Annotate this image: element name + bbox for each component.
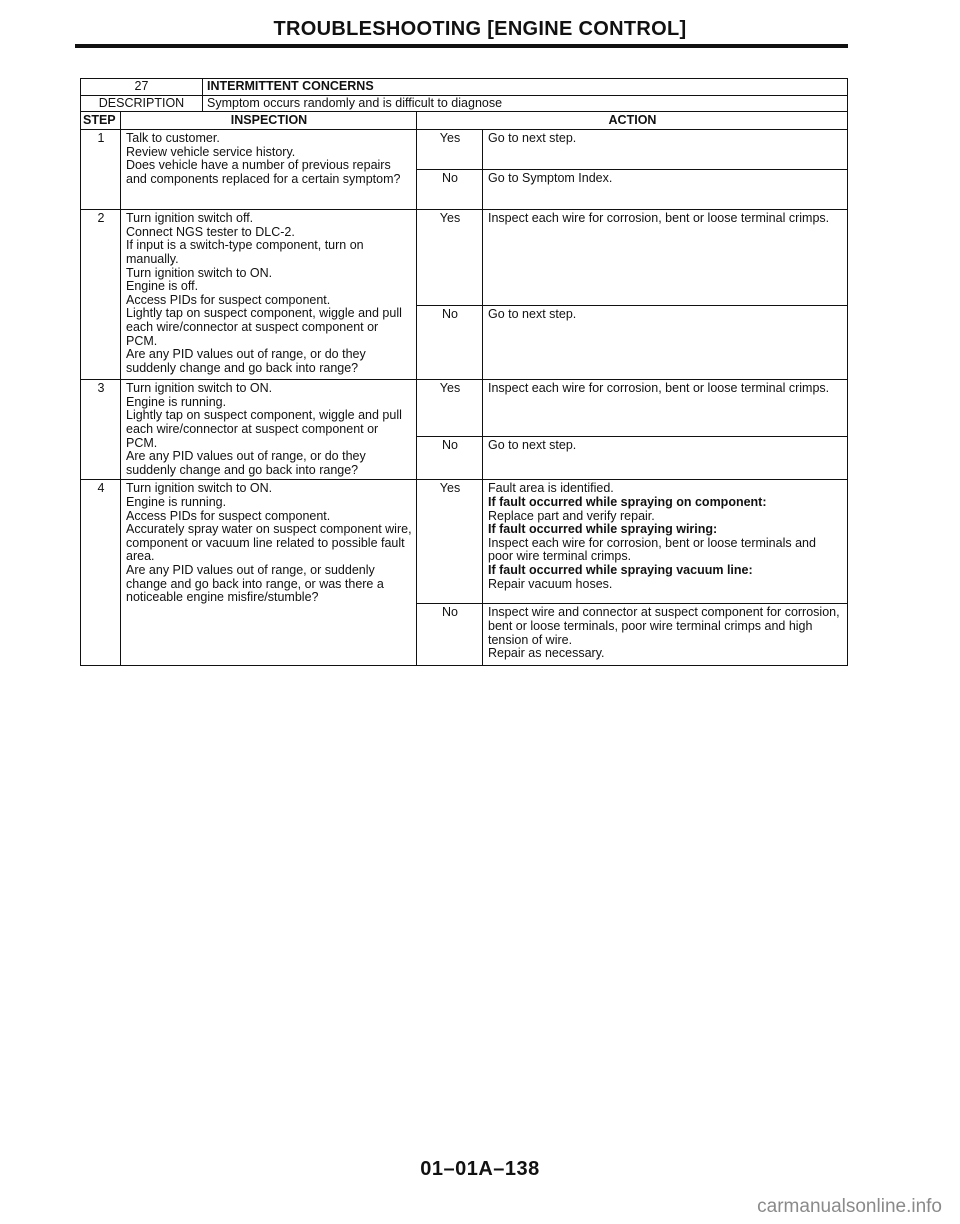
- step-number: 4: [81, 480, 121, 666]
- inspection-line: Turn ignition switch to ON.: [126, 381, 273, 396]
- inspection-line: Turn ignition switch to ON.: [126, 481, 273, 496]
- yes-label: Yes: [417, 210, 483, 306]
- column-header-row: [81, 111, 848, 130]
- action-line: Go to Symptom Index.: [488, 171, 613, 186]
- action-line: Inspect each wire for corrosion, bent or loose terminals and poor wire terminal crimps.: [488, 535, 816, 564]
- inspection-line: Engine is off.: [126, 279, 199, 294]
- step-row: [81, 380, 848, 436]
- action-line: Go to next step.: [488, 307, 577, 322]
- column-header-step: STEP: [81, 111, 121, 130]
- step-number: 1: [81, 130, 121, 210]
- inspection-line: Lightly tap on suspect component, wiggle and pull each wire/connector at suspect component or PCM.: [126, 306, 402, 348]
- inspection-line: Are any PID values out of range, or do they suddenly change and go back into range?: [126, 449, 366, 477]
- inspection-line: Access PIDs for suspect component.: [126, 508, 331, 523]
- concern-title: INTERMITTENT CONCERNS: [203, 79, 848, 96]
- step-inspection: [121, 480, 417, 666]
- action-heading: If fault occurred while spraying wiring:: [488, 522, 718, 537]
- inspection-line: Review vehicle service history.: [126, 144, 296, 159]
- yes-action: [483, 380, 848, 436]
- inspection-line: If input is a switch-type component, turn on manually.: [126, 238, 364, 267]
- step-inspection: [121, 210, 417, 380]
- inspection-line: Are any PID values out of range, or do they suddenly change and go back into range?: [126, 347, 366, 375]
- no-label: No: [417, 436, 483, 480]
- no-action: [483, 306, 848, 380]
- concern-number: 27: [81, 79, 203, 96]
- description-label: DESCRIPTION: [81, 95, 203, 112]
- no-action: [483, 170, 848, 210]
- action-line: Inspect wire and connector at suspect component for corrosion, bent or loose terminals, poor wire terminal crimps and high tension of wire.: [488, 605, 840, 647]
- inspection-line: Talk to customer.: [126, 131, 220, 146]
- action-heading: If fault occurred while spraying on component:: [488, 495, 767, 510]
- inspection-line: Turn ignition switch off.: [126, 211, 254, 226]
- step-number: 3: [81, 380, 121, 480]
- yes-action: [483, 210, 848, 306]
- yes-action: [483, 130, 848, 170]
- column-header-action: ACTION: [417, 111, 848, 130]
- no-label: No: [417, 306, 483, 380]
- concern-header-table: [80, 78, 848, 112]
- yes-label: Yes: [417, 130, 483, 170]
- action-line: Replace part and verify repair.: [488, 508, 655, 523]
- step-row: [81, 210, 848, 306]
- no-label: No: [417, 170, 483, 210]
- inspection-line: Turn ignition switch to ON.: [126, 265, 273, 280]
- action-line: Go to next step.: [488, 131, 577, 146]
- inspection-line: Lightly tap on suspect component, wiggle and pull each wire/connector at suspect component or PCM.: [126, 408, 402, 450]
- step-inspection: [121, 380, 417, 480]
- action-line: Repair vacuum hoses.: [488, 576, 613, 591]
- step-row: [81, 130, 848, 170]
- step-number: 2: [81, 210, 121, 380]
- steps-table: [80, 111, 848, 667]
- action-line: Fault area is identified.: [488, 481, 614, 496]
- inspection-line: Engine is running.: [126, 495, 227, 510]
- action-line: Repair as necessary.: [488, 646, 605, 661]
- column-header-inspection: INSPECTION: [121, 111, 417, 130]
- yes-label: Yes: [417, 380, 483, 436]
- action-heading: If fault occurred while spraying vacuum line:: [488, 563, 753, 577]
- no-label: No: [417, 604, 483, 666]
- inspection-line: Accurately spray water on suspect component wire, component or vacuum line related to possible fault area.: [126, 522, 412, 564]
- troubleshooting-sheet: [80, 78, 848, 666]
- yes-label: Yes: [417, 480, 483, 604]
- page-header-title: TROUBLESHOOTING [ENGINE CONTROL]: [273, 18, 687, 40]
- watermark-text: carmanualsonline.info: [757, 1196, 942, 1217]
- description-text: Symptom occurs randomly and is difficult to diagnose: [203, 95, 848, 112]
- no-action: [483, 604, 848, 666]
- action-line: Inspect each wire for corrosion, bent or loose terminal crimps.: [488, 381, 830, 396]
- yes-action: [483, 480, 848, 604]
- header-rule: [75, 44, 848, 48]
- inspection-line: Does vehicle have a number of previous repairs and components replaced for a certain symptom?: [126, 158, 401, 187]
- step-inspection: [121, 130, 417, 210]
- inspection-line: Are any PID values out of range, or suddenly change and go back into range, or was there a noticeable engine misfire/stumble?: [126, 563, 384, 605]
- action-line: Go to next step.: [488, 437, 577, 452]
- no-action: [483, 436, 848, 480]
- steps-body: [81, 130, 848, 666]
- step-row: [81, 480, 848, 604]
- inspection-line: Engine is running.: [126, 394, 227, 409]
- page-number: 01–01A–138: [420, 1158, 540, 1180]
- inspection-line: Access PIDs for suspect component.: [126, 292, 331, 307]
- action-line: Inspect each wire for corrosion, bent or loose terminal crimps.: [488, 211, 830, 226]
- inspection-line: Connect NGS tester to DLC-2.: [126, 224, 295, 239]
